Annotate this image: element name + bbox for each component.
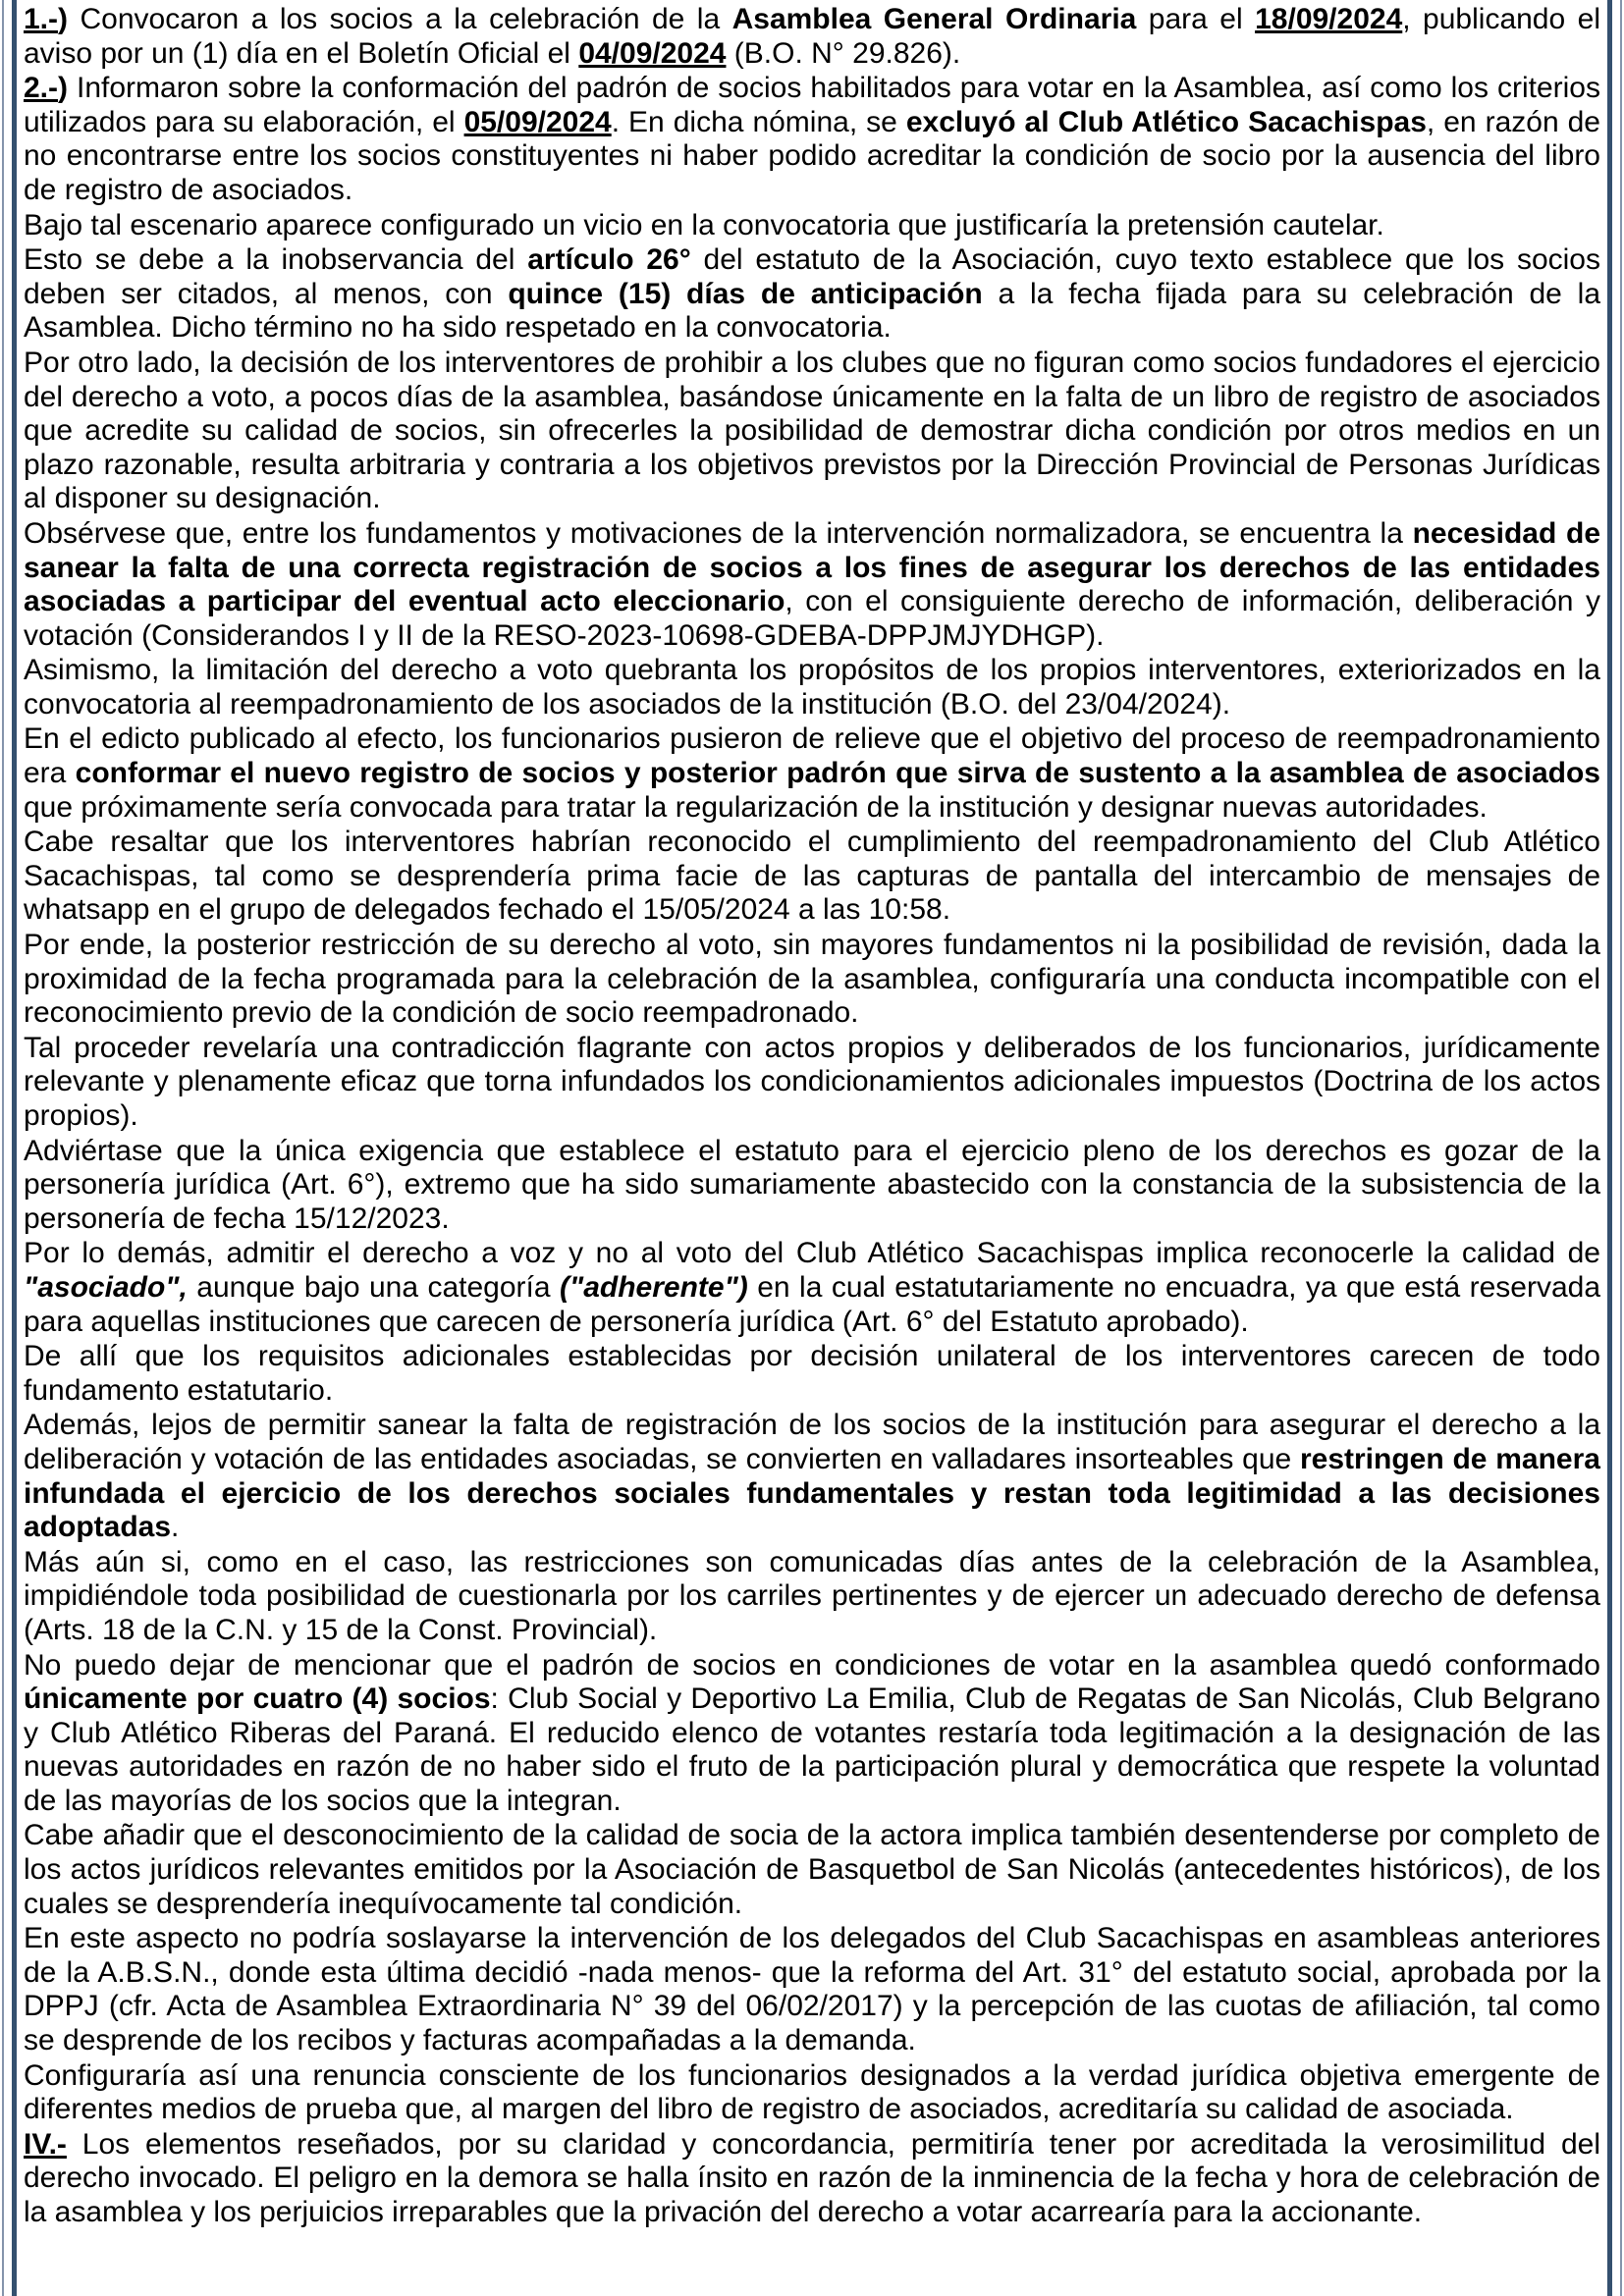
paragraph: [24, 1032, 1600, 1134]
right-outer-border-line: [1620, 0, 1622, 2296]
right-inner-border-line: [1607, 0, 1612, 2296]
paragraph: [24, 1546, 1600, 1648]
text-run: En el edicto publicado al efecto, los funcionarios pusieron de relieve que el objetivo del proceso de reempadronamiento era: [24, 722, 1600, 790]
text-run: del estatuto de la Asociación, cuyo texto establece que los socios deben ser citados, al menos, con: [24, 243, 1600, 310]
text-run: ): [58, 72, 77, 105]
text-run: en la cual estatutariamente no encuadra, ya que está reservada para aquellas instituciones que carecen de personería jurídica (Art. 6° del Estatuto aprobado).: [24, 1270, 1600, 1338]
text-run: Por lo demás, admitir el derecho a voz y no al voto del Club Atlético Sacachispas implica reconocerle la calidad de: [24, 1237, 1600, 1270]
text-run: 1.-: [24, 3, 59, 35]
paragraph: [24, 1922, 1600, 2057]
text-run: Cabe añadir que el desconocimiento de la calidad de socia de la actora implica también desentenderse por completo de los actos jurídicos relevantes emitidos por la Asociación de Basquetbol de San Nicolás (antecedentes históricos), de los cuales se desprendería inequívocamente tal condición.: [24, 1819, 1600, 1920]
text-run: No puedo dejar de mencionar que el padrón de socios en condiciones de votar en la asamblea quedó conformado: [24, 1648, 1600, 1682]
text-run: Asamblea General Ordinaria: [731, 3, 1137, 35]
text-run: artículo 26°: [527, 243, 691, 277]
paragraph: [24, 1135, 1600, 1237]
paragraph: [24, 2128, 1600, 2230]
text-run: Obsérvese que, entre los fundamentos y motivaciones de la intervención normalizadora, se encuentra la: [24, 516, 1413, 550]
text-run: Asimismo, la limitación del derecho a voto quebranta los propósitos de los propios interventores, exteriorizados en la convocatoria al reempadronamiento de los asociados de la institución (B.O. del 23/04/2024).: [24, 654, 1600, 721]
text-run: ("adherente"): [559, 1270, 748, 1304]
text-run: Por ende, la posterior restricción de su derecho al voto, sin mayores fundamentos ni la posibilidad de revisión, dada la proximidad de la fecha programada para la celebración de la asamblea, configuraría una conducta incompatible con el reconocimiento previo de la condición de socio reempadronado.: [24, 929, 1600, 1030]
text-run: que próximamente sería convocada para tratar la regularización de la institución y designar nuevas autoridades.: [24, 790, 1488, 824]
text-run: "asociado",: [24, 1270, 188, 1304]
paragraph: [24, 347, 1600, 516]
text-run: . En dicha nómina, se: [611, 105, 906, 138]
text-run: Convocaron a los socios a la celebración de la: [80, 3, 732, 35]
paragraph: [24, 722, 1600, 825]
paragraph: [24, 826, 1600, 928]
text-run: : Club Social y Deportivo La Emilia, Club de Regatas de San Nicolás, Club Belgrano y Club Atlético Riberas del Paraná. El reducido elenco de votantes restaría toda legitimación a la designación de las nuevas autoridades en razón de no haber sido el fruto de la participación plural y democrática que respete la voluntad de las mayorías de los socios que la integran.: [24, 1682, 1600, 1817]
left-inner-border-line: [12, 0, 17, 2296]
paragraph: [24, 2059, 1600, 2127]
text-run: a la fecha fijada para su celebración de la Asamblea. Dicho término no ha sido respetado en la convocatoria.: [24, 277, 1601, 345]
text-run: únicamente por cuatro (4) socios: [24, 1682, 491, 1716]
text-run: Más aún si, como en el caso, las restricciones son comunicadas días antes de la celebración de la Asamblea, impidiéndole toda posibilidad de cuestionarla por los carriles pertinentes y de ejercer un adecuado derecho de defensa (Arts. 18 de la C.N. y 15 de la Const. Provincial).: [24, 1545, 1600, 1646]
text-run: Informaron sobre la conformación del padrón de socios habilitados para votar en la Asamblea, así como los criterios utilizados para su elaboración, el: [24, 72, 1600, 138]
paragraph: [24, 517, 1600, 653]
text-run: , con el consiguiente derecho de información, deliberación y votación (Considerandos I y II de la RESO-2023-10698-GDEBA-DPPJMJYDHGP).: [24, 585, 1600, 652]
paragraph: [24, 72, 1600, 207]
text-run: quince (15) días de anticipación: [508, 277, 983, 310]
text-run: 05/09/2024: [463, 105, 612, 138]
text-run: De allí que los requisitos adicionales establecidas por decisión unilateral de los interventores carecen de todo fundamento estatutario.: [24, 1340, 1600, 1407]
paragraph: [24, 929, 1600, 1031]
paragraph: [24, 1340, 1600, 1408]
paragraph: [24, 209, 1600, 243]
text-run: 04/09/2024: [578, 36, 727, 70]
text-run: Adviértase que la única exigencia que establece el estatuto para el ejercicio pleno de los derechos es gozar de la personería jurídica (Art. 6°), extremo que ha sido sumariamente abastecido con la constancia de la subsistencia de la personería de fecha 15/12/2023.: [24, 1134, 1600, 1235]
left-outer-border-line: [2, 0, 4, 2296]
text-run: Además, lejos de permitir sanear la falta de registración de los socios de la institución para asegurar el derecho a la deliberación y votación de las entidades asociadas, se convierten en valladares insorteables que: [24, 1409, 1600, 1475]
text-run: excluyó al Club Atlético Sacachispas: [905, 105, 1427, 138]
text-run: 2.-: [24, 72, 59, 105]
text-run: aunque bajo una categoría: [187, 1270, 560, 1304]
text-run: Por otro lado, la decisión de los interventores de prohibir a los clubes que no figuran como socios fundadores el ejercicio del derecho a voto, a pocos días de la asamblea, basándose únicamente en la falta de un libro de registro de asociados que acredite su calidad de socios, sin ofrecerles la posibilidad de demostrar dicha condición por otros medios en un plazo razonable, resulta arbitraria y contraria a los objetivos previstos por la Dirección Provincial de Personas Jurídicas al disponer su designación.: [24, 346, 1600, 515]
text-run: Bajo tal escenario aparece configurado un vicio en la convocatoria que justificaría la pretensión cautelar.: [24, 208, 1384, 241]
paragraph: [24, 1649, 1600, 1819]
text-run: .: [171, 1511, 180, 1544]
text-run: Cabe resaltar que los interventores habrían reconocido el cumplimiento del reempadronamiento del Club Atlético Sacachispas, tal como se desprendería prima facie de las capturas de pantalla del intercambio de mensajes de whatsapp en el grupo de delegados fechado el 15/05/2024 a las 10:58.: [24, 826, 1600, 927]
text-run: Tal proceder revelaría una contradicción flagrante con actos propios y deliberados de los funcionarios, jurídicamente relevante y plenamente eficaz que torna infundados los condicionamientos adicionales impuestos (Doctrina de los actos propios).: [24, 1031, 1600, 1132]
text-run: para el: [1136, 3, 1256, 35]
paragraph: [24, 1819, 1600, 1921]
text-run: IV.-: [24, 2127, 67, 2161]
text-run: Esto se debe a la inobservancia del: [24, 243, 528, 277]
text-run: , publicando el aviso por un (1) día en el Boletín Oficial el: [24, 3, 1600, 70]
text-run: Configuraría así una renuncia consciente de los funcionarios designados a la verdad jurídica objetiva emergente de diferentes medios de prueba que, al margen del libro de registro de asociados, acreditaría su calidad de asociada.: [24, 2058, 1600, 2126]
text-run: , en razón de no encontrarse entre los socios constituyentes ni haber podido acreditar la condición de socio por la ausencia del libro de registro de asociados.: [24, 105, 1600, 206]
paragraph: [24, 243, 1600, 346]
paragraph: [24, 3, 1600, 71]
text-run: conformar el nuevo registro de socios y posterior padrón que sirva de sustento a la asamblea de asociados: [75, 757, 1600, 790]
document-body: [24, 3, 1600, 2231]
paragraph: [24, 1237, 1600, 1339]
text-run: (B.O. N° 29.826).: [726, 36, 961, 70]
text-run: Los elementos reseñados, por su claridad y concordancia, permitiría tener por acreditada la verosimilitud del derecho invocado. El peligro en la demora se halla ínsito en razón de la inminencia de la fecha y hora de celebración de la asamblea y los perjuicios irreparables que la privación del derecho a votar acarrearía para la accionante.: [24, 2127, 1600, 2228]
text-run: 18/09/2024: [1255, 3, 1403, 35]
paragraph: [24, 654, 1600, 721]
text-run: ): [58, 3, 81, 35]
text-run: En este aspecto no podría soslayarse la intervención de los delegados del Club Sacachispas en asambleas anteriores de la A.B.S.N., donde esta última decidió -nada menos- que la reforma del Art. 31° del estatuto social, aprobada por la DPPJ (cfr. Acta de Asamblea Extraordinaria N° 39 del 06/02/2017) y la percepción de las cuotas de afiliación, tal como se desprende de los recibos y facturas acompañadas a la demanda.: [24, 1922, 1600, 2057]
text-run: restringen de manera infundada el ejercicio de los derechos sociales fundamentales y restan toda legitimidad a las decisiones adoptadas: [24, 1442, 1600, 1544]
text-run: necesidad de sanear la falta de una correcta registración de socios a los fines de asegurar los derechos de las entidades asociadas a participar del eventual acto eleccionario: [24, 516, 1600, 618]
paragraph: [24, 1409, 1600, 1544]
